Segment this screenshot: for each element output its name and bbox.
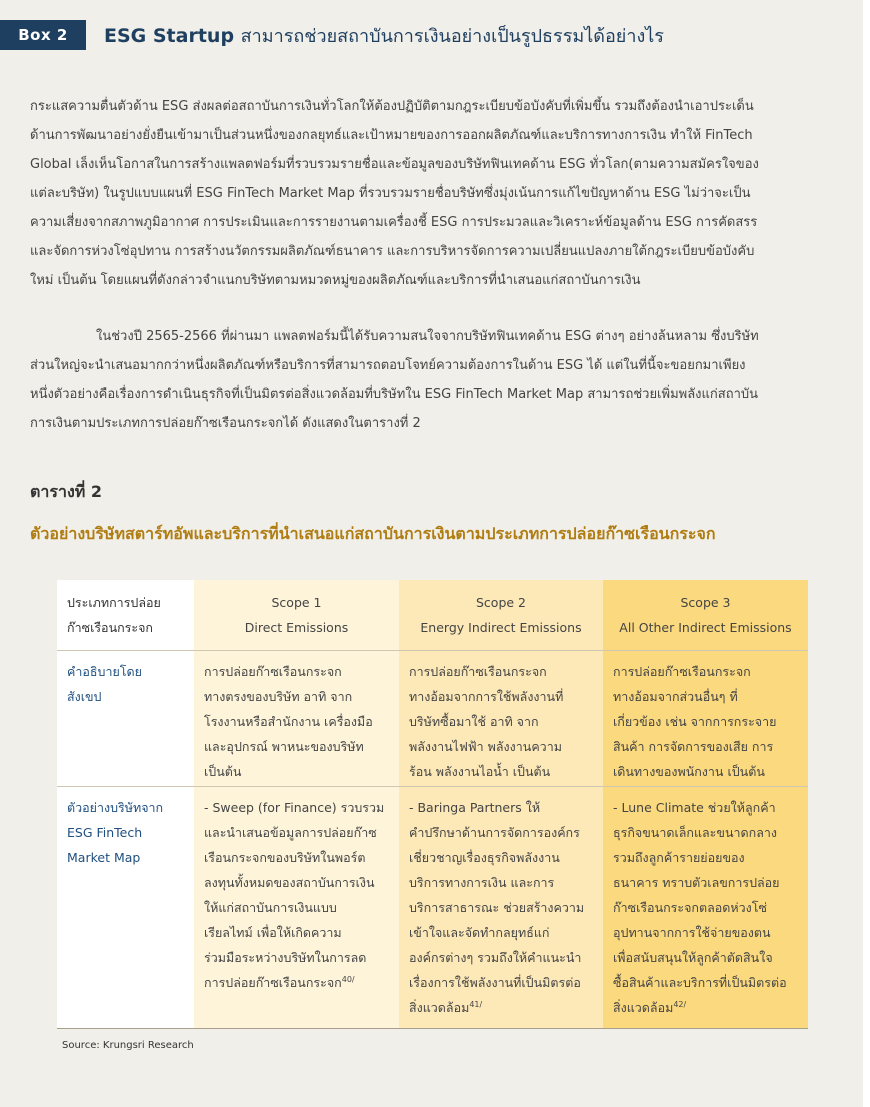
- cell-line: - Sweep (for Finance) รวบรวม: [204, 800, 385, 815]
- cell-description-scope-1: [194, 650, 399, 786]
- table-corner-header: [57, 580, 194, 650]
- cell-line: ลงทุนทั้งหมดของสถาบันการเงิน: [204, 875, 375, 890]
- cell-line: บริษัทซื้อมาใช้ อาทิ จาก: [409, 714, 539, 729]
- paragraph-line: แต่ละบริษัท) ในรูปแบบแผนที่ ESG FinTech Market Map ที่รวบรวมรายชื่อบริษัทซึ่งมุ่งเน้นการแก้ไขปัญหาด้าน ESG ไม่ว่าจะเป็น: [30, 186, 751, 201]
- cell-line: รวมถึงลูกค้ารายย่อยของ: [613, 850, 745, 865]
- box-header: [0, 20, 664, 50]
- cell-line: เดินทางของพนักงาน เป็นต้น: [613, 764, 765, 779]
- column-title: Scope 3: [680, 595, 731, 610]
- cell-example-scope-3: [603, 786, 808, 1029]
- paragraph-line: ใหม่ เป็นต้น โดยแผนที่ดังกล่าวจำแนกบริษัทตามหมวดหมู่ของผลิตภัณฑ์และบริการที่นำเสนอแก่สถาบันการเงิน: [30, 273, 641, 288]
- cell-line: อุปทานจากการใช้จ่ายของตน: [613, 925, 771, 940]
- emissions-table: [57, 580, 808, 1029]
- cell-line: ซื้อสินค้าและบริการที่เป็นมิตรต่อ: [613, 975, 787, 990]
- cell-line: ธุรกิจขนาดเล็กและขนาดกลาง: [613, 825, 777, 840]
- cell-line: เกี่ยวข้อง เช่น จากการกระจาย: [613, 714, 777, 729]
- cell-line-text: การปล่อยก๊าซเรือนกระจก: [204, 975, 342, 990]
- paragraph-line: การเงินตามประเภทการปล่อยก๊าซเรือนกระจกได้ ดังแสดงในตารางที่ 2: [30, 416, 421, 431]
- paragraph-line: ในช่วงปี 2565-2566 ที่ผ่านมา แพลตฟอร์มนี้ได้รับความสนใจจากบริษัทฟินเทคด้าน ESG ต่างๆ อย่างล้นหลาม ซึ่งบริษัท: [96, 329, 759, 344]
- cell-line: การปล่อยก๊าซเรือนกระจก: [613, 664, 751, 679]
- cell-line: องค์กรต่างๆ รวมถึงให้คำแนะนำ: [409, 950, 582, 965]
- cell-line: บริการทางการเงิน และการ: [409, 875, 555, 890]
- cell-line: ทางอ้อมจากส่วนอื่นๆ ที่: [613, 689, 738, 704]
- box-label: Box 2: [0, 20, 86, 50]
- paragraph-line: Global เล็งเห็นโอกาสในการสร้างแพลตฟอร์มที่รวบรวมรายชื่อและข้อมูลของบริษัทฟินเทคด้าน ESG ทั่วโลก(ตามความสมัครใจของ: [30, 157, 759, 172]
- paragraph-1: [30, 92, 838, 295]
- cell-line: การปล่อยก๊าซเรือนกระจก: [409, 664, 547, 679]
- table-subheading: ตัวอย่างบริษัทสตาร์ทอัพและบริการที่นำเสนอแก่สถาบันการเงินตามประเภทการปล่อยก๊าซเรือนกระจก: [30, 524, 716, 543]
- paragraph-line: กระแสความตื่นตัวด้าน ESG ส่งผลต่อสถาบันการเงินทั่วโลกให้ต้องปฏิบัติตามกฎระเบียบข้อบังคับที่เพิ่มขึ้น รวมถึงต้องนำเอาประเด็น: [30, 99, 754, 114]
- box-title-sub: สามารถช่วยสถาบันการเงินอย่างเป็นรูปธรรมได้อย่างไร: [240, 25, 664, 47]
- header-line: ประเภทการปล่อย: [67, 595, 161, 610]
- cell-line: บริการสาธารณะ ช่วยสร้างความ: [409, 900, 585, 915]
- source-note: Source: Krungsri Research: [62, 1040, 194, 1051]
- cell-line: เรือนกระจกของบริษัทในพอร์ต: [204, 850, 366, 865]
- cell-line: พลังงานไฟฟ้า พลังงานความ: [409, 739, 562, 754]
- box-title: [104, 21, 664, 50]
- paragraph-line: และจัดการห่วงโซ่อุปทาน การสร้างนวัตกรรมผลิตภัณฑ์ธนาคาร และการบริหารจัดการความเปลี่ยนแปลงภายใต้กฎระเบียบข้อบังคับ: [30, 244, 755, 259]
- cell-line-text: สิ่งแวดล้อม: [409, 1000, 470, 1015]
- cell-line: เพื่อสนับสนุนให้ลูกค้าตัดสินใจ: [613, 950, 773, 965]
- cell-line: ร่วมมือระหว่างบริษัทในการลด: [204, 950, 367, 965]
- row-label-line: ตัวอย่างบริษัทจาก: [67, 800, 164, 815]
- cell-line: ธนาคาร ทราบตัวเลขการปล่อย: [613, 875, 780, 890]
- footnote-ref: 40/: [341, 974, 355, 984]
- paragraph-line: ความเสี่ยงจากสภาพภูมิอากาศ การประเมินและการรายงานตามเครื่องชี้ ESG การประมวลและวิเคราะห์ข้อมูลด้าน ESG การคัดสรร: [30, 215, 758, 230]
- cell-description-scope-3: [603, 650, 808, 786]
- cell-line: - Baringa Partners ให้: [409, 800, 541, 815]
- paragraph-2: [30, 322, 838, 438]
- row-label-line: Market Map: [67, 850, 141, 865]
- cell-line: สินค้า การจัดการของเสีย การ: [613, 739, 774, 754]
- column-title: Scope 2: [475, 595, 526, 610]
- cell-line-with-footnote: [613, 995, 798, 1020]
- paragraph-line: หนึ่งตัวอย่างคือเรื่องการดำเนินธุรกิจที่เป็นมิตรต่อสิ่งแวดล้อมที่บริษัทใน ESG FinTech Market Map สามารถช่วยเพิ่มพลังแก่สถาบัน: [30, 387, 759, 402]
- cell-line: เชี่ยวชาญเรื่องธุรกิจพลังงาน: [409, 850, 560, 865]
- cell-line: ให้แก่สถาบันการเงินแบบ: [204, 900, 337, 915]
- column-header-scope-2: [399, 580, 603, 650]
- cell-line: เรียลไทม์ เพื่อให้เกิดความ: [204, 925, 342, 940]
- box-title-main: ESG Startup: [104, 24, 235, 47]
- cell-line: และอุปกรณ์ พาหนะของบริษัท: [204, 739, 364, 754]
- column-subtitle: All Other Indirect Emissions: [619, 620, 792, 635]
- row-label-line: สังเขป: [67, 689, 102, 704]
- cell-line: ร้อน พลังงานไอน้ำ เป็นต้น: [409, 764, 551, 779]
- cell-line: คำปรึกษาด้านการจัดการองค์กร: [409, 825, 580, 840]
- cell-example-scope-1: [194, 786, 399, 1029]
- column-subtitle: Direct Emissions: [244, 620, 349, 635]
- cell-line: โรงงานหรือสำนักงาน เครื่องมือ: [204, 714, 373, 729]
- cell-line: ทางอ้อมจากการใช้พลังงานที่: [409, 689, 564, 704]
- cell-line: - Lune Climate ช่วยให้ลูกค้า: [613, 800, 776, 815]
- cell-line: และนำเสนอข้อมูลการปล่อยก๊าซ: [204, 825, 377, 840]
- footnote-ref: 42/: [673, 999, 687, 1009]
- row-label-line: คำอธิบายโดย: [67, 664, 142, 679]
- table-heading: ตารางที่ 2: [30, 482, 103, 501]
- row-label-description: [57, 650, 194, 786]
- cell-description-scope-2: [399, 650, 603, 786]
- cell-line-text: สิ่งแวดล้อม: [613, 1000, 674, 1015]
- paragraph-line: ส่วนใหญ่จะนำเสนอมากกว่าหนึ่งผลิตภัณฑ์หรือบริการที่สามารถตอบโจทย์ความต้องการในด้าน ESG ได้ แต่ในที่นี้จะขอยกมาเพียง: [30, 358, 746, 373]
- column-header-scope-3: [603, 580, 808, 650]
- cell-line: การปล่อยก๊าซเรือนกระจก: [204, 664, 342, 679]
- column-title: Scope 1: [271, 595, 322, 610]
- footnote-ref: 41/: [469, 999, 483, 1009]
- cell-example-scope-2: [399, 786, 603, 1029]
- cell-line: ก๊าซเรือนกระจกตลอดห่วงโซ่: [613, 900, 767, 915]
- row-label-line: ESG FinTech: [67, 825, 143, 840]
- cell-line: เรื่องการใช้พลังงานที่เป็นมิตรต่อ: [409, 975, 581, 990]
- cell-line: ทางตรงของบริษัท อาทิ จาก: [204, 689, 353, 704]
- paragraph-line: ด้านการพัฒนาอย่างยั่งยืนเข้ามาเป็นส่วนหนึ่งของกลยุทธ์และเป้าหมายของการออกผลิตภัณฑ์และบริการทางการเงิน ทำให้ FinTech: [30, 128, 753, 143]
- header-line: ก๊าซเรือนกระจก: [67, 620, 153, 635]
- cell-line-with-footnote: [409, 995, 593, 1020]
- column-header-scope-1: [194, 580, 399, 650]
- cell-line: เข้าใจและจัดทำกลยุทธ์แก่: [409, 925, 550, 940]
- cell-line: เป็นต้น: [204, 764, 242, 779]
- column-subtitle: Energy Indirect Emissions: [420, 620, 582, 635]
- row-label-examples: [57, 786, 194, 1029]
- cell-line-with-footnote: [204, 970, 389, 995]
